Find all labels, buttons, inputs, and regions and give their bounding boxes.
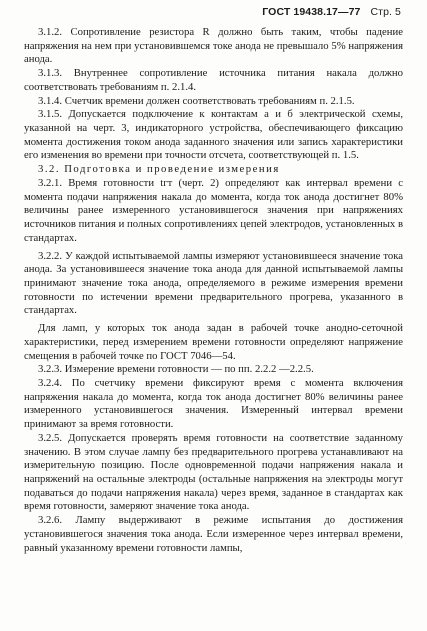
paragraph-3-1-5: 3.1.5. Допускается подключение к контактам a и б электрической схемы, указанной на черт. 3, индикаторного устройства, обеспечивающего фиксацию момента достижения током анода заданного значения или запись характеристики его изменения во времени при точности отсчета, соответствующей п. 1.5. [24, 108, 403, 162]
paragraph-3-2-2: 3.2.2. У каждой испытываемой лампы измеряют установившееся значение тока анода. За установившееся значение тока анода для данной испытываемой лампы принимают значение тока анода, определяемого в режиме измерения времени готовности по истечении времени предварительного прогрева, указанного в стандартах. [24, 249, 403, 317]
page-number: Стр. 5 [370, 6, 401, 18]
section-heading-3-2: 3.2. Подготовка и проведение измерения [38, 163, 280, 176]
paragraph-3-2-5: 3.2.5. Допускается проверять время готовности на соответствие заданному значению. В этом случае лампу без предварительного прогрева устанавливают на измерительную позицию. После одновременной подачи напряжения накала и напряжений на остальные электроды (остальные напряжения на электроды могут подаваться до подачи напряжения накала) через время, заданное в стандартах как время готовности, замеряют значение тока анода. [24, 431, 403, 513]
paragraph-3-2-6: 3.2.6. Лампу выдерживают в режиме испытания до достижения установившегося значения тока анода. Если измеренное через интервал времени, равный указанному времени готовности лампы, [24, 514, 403, 554]
paragraph-3-2-3: 3.2.3. Измерение времени готовности — по пп. 2.2.2 —2.2.5. [38, 363, 314, 376]
paragraph-lamp-note: Для ламп, у которых ток анода задан в рабочей точке анодно-сеточной характеристики, перед измерением времени готовности определяют напряжение смещения в рабочей точке по ГОСТ 7046—54. [24, 322, 403, 362]
paragraph-3-2-1: 3.2.1. Время готовности tгт (черт. 2) определяют как интервал времени с момента подачи напряжения накала до момента, когда ток анода достигнет 80% величины ранее измеренного установившегося значения при напряжениях источников питания и полных сопротивлениях цепей электродов, установленных в стандартах. [24, 176, 403, 244]
paragraph-3-2-4: 3.2.4. По счетчику времени фиксируют время с момента включения напряжения накала до момента, когда ток анода достигнет 80% величины ранее измеренного установившегося значения. Измеренный интервал времени принимают за время готовности. [24, 376, 403, 431]
paragraph-3-1-2: 3.1.2. Сопротивление резистора R должно быть таким, чтобы падение напряжения на нем при установившемся токе анода не превышало 5% напряжения анода. [24, 26, 403, 66]
page-header [262, 6, 401, 18]
standard-number: ГОСТ 19438.17—77 [262, 6, 361, 18]
paragraph-3-1-3: 3.1.3. Внутреннее сопротивление источника питания накала должно соответствовать требованиям п. 2.1.4. [24, 67, 403, 93]
paragraph-3-1-4: 3.1.4. Счетчик времени должен соответствовать требованиям п. 2.1.5. [38, 94, 355, 107]
document-body [24, 26, 403, 555]
